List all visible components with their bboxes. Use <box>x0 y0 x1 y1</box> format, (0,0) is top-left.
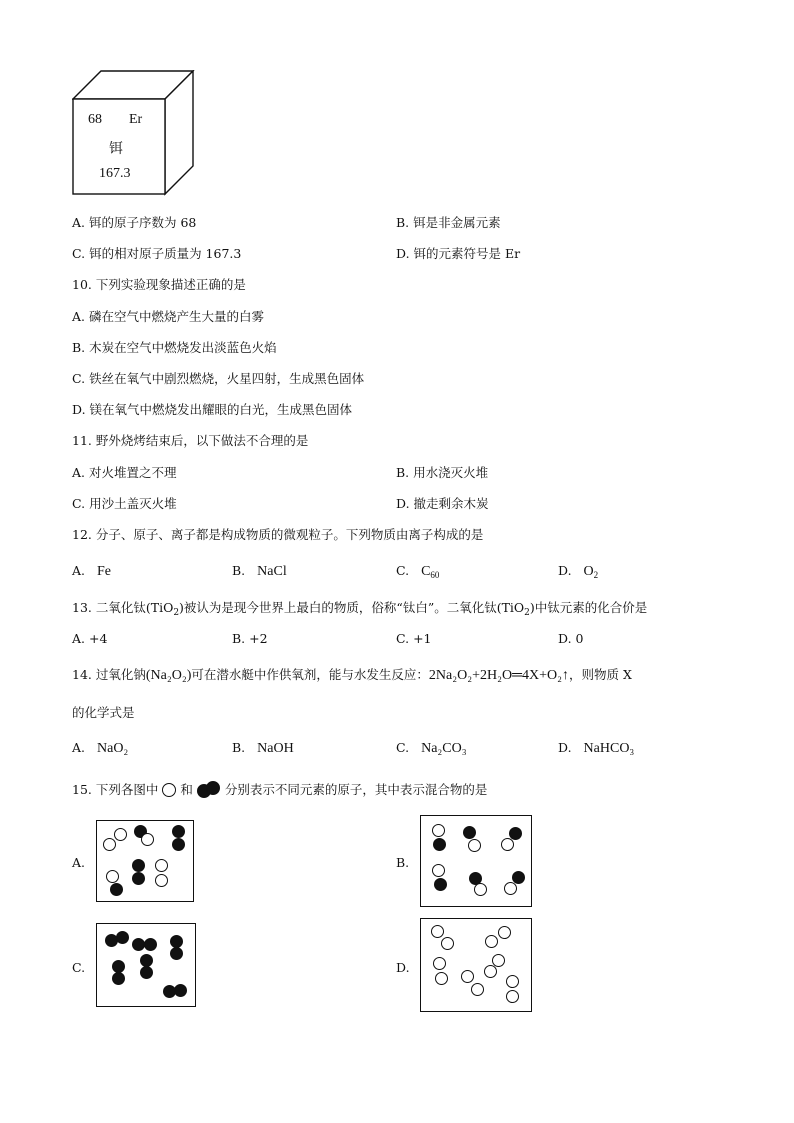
black-atom <box>170 947 183 960</box>
q13-stem <box>72 600 647 621</box>
diagram-a <box>96 820 194 902</box>
element-card <box>72 70 196 202</box>
q13-option-b: B. +2 <box>232 631 268 646</box>
q14-stem-line2: 的化学式是 <box>72 705 135 720</box>
stem-text: 14. 过氧化钠 <box>72 667 146 682</box>
q9-option-c: C. 铒的相对原子质量为 167.3 <box>72 246 242 261</box>
q11-stem: 11. 野外烧烤结束后，以下做法不合理的是 <box>72 433 309 448</box>
white-atom <box>506 975 519 988</box>
q12-option-c <box>396 563 439 583</box>
q15-label-d: D. <box>396 960 410 975</box>
subscript: 2 <box>524 608 530 618</box>
atomic-number: 68 <box>88 112 102 127</box>
element-symbol: Er <box>129 112 143 127</box>
q11-option-c: C. 用沙土盖灭火堆 <box>72 496 177 511</box>
formula: Fe <box>97 564 111 579</box>
q14-option-d <box>558 740 634 757</box>
element-name: 铒 <box>109 142 123 157</box>
formula <box>584 564 599 579</box>
q12-option-d <box>558 563 598 583</box>
stem-text: ，则物质 X <box>569 667 632 682</box>
white-atom <box>106 870 119 883</box>
q11-option-b: B. 用水浇灭火堆 <box>396 465 489 480</box>
option-label: A. <box>72 740 86 755</box>
black-atom <box>110 883 123 896</box>
white-atom <box>498 926 511 939</box>
stem-text: 可在潜水艇中作供氧剂，能与水发生反应： <box>191 667 429 682</box>
option-label: B. <box>232 563 246 578</box>
q12-stem: 12. 分子、原子、离子都是构成物质的微观粒子。下列物质由离子构成的是 <box>72 527 484 542</box>
formula-sub: 2 <box>593 570 599 580</box>
white-atom <box>484 965 497 978</box>
formula: NaOH <box>257 741 294 756</box>
q9-option-a: A. 铒的原子序数为 68 <box>72 215 197 230</box>
formula-main: C <box>421 564 431 579</box>
diagram-b <box>420 815 532 907</box>
white-atom <box>435 972 448 985</box>
stem-text: 13. 二氧化钛(TiO <box>72 600 174 615</box>
black-atom <box>144 938 157 951</box>
q14-option-a <box>72 740 128 757</box>
q15-label-b: B. <box>396 855 410 870</box>
q15-stem <box>72 782 487 798</box>
cube-outline <box>72 70 196 198</box>
white-atom <box>433 957 446 970</box>
black-atom <box>132 859 145 872</box>
q9-option-d: D. 铒的元素符号是 Er <box>396 246 521 261</box>
q11-option-d: D. 撤走剩余木炭 <box>396 496 489 511</box>
white-atom <box>461 970 474 983</box>
white-atom <box>474 883 487 896</box>
q10-option-c: C. 铁丝在氧气中剧烈燃烧，火星四射，生成黑色固体 <box>72 371 365 386</box>
white-atom <box>141 833 154 846</box>
q11-option-a: A. 对火堆置之不理 <box>72 465 177 480</box>
diagram-c <box>96 923 196 1007</box>
q10-stem: 10. 下列实验现象描述正确的是 <box>72 277 246 292</box>
black-atom <box>112 972 125 985</box>
q13-option-c: C. +1 <box>396 631 432 646</box>
formula-main: O <box>583 564 594 579</box>
white-atom <box>506 990 519 1003</box>
black-atom <box>174 984 187 997</box>
atomic-mass: 167.3 <box>99 166 131 181</box>
black-atom <box>463 826 476 839</box>
option-label: D. <box>558 563 572 578</box>
option-label: C. <box>396 740 410 755</box>
q14-option-c <box>396 740 467 757</box>
formula: NaHCO₃ <box>583 741 635 756</box>
q14-stem <box>72 667 632 684</box>
q14-option-b <box>232 740 294 757</box>
white-atom <box>441 937 454 950</box>
diagram-d <box>420 918 532 1012</box>
stem-text: )被认为是现今世界上最白的物质，俗称“钛白”。二氧化钛(TiO <box>179 600 525 615</box>
formula: Na₂CO₃ <box>421 741 467 756</box>
white-atom <box>492 954 505 967</box>
white-atom <box>155 859 168 872</box>
black-atom <box>172 825 185 838</box>
white-atom <box>431 925 444 938</box>
white-atom <box>432 824 445 837</box>
white-atom-icon <box>162 783 176 797</box>
white-atom <box>468 839 481 852</box>
option-label: A. <box>72 563 86 578</box>
q13-option-d: D. 0 <box>558 631 584 646</box>
formula <box>421 564 439 579</box>
black-atom <box>433 838 446 851</box>
option-label: B. <box>232 740 246 755</box>
white-atom <box>501 838 514 851</box>
black-atom <box>140 966 153 979</box>
white-atom <box>432 864 445 877</box>
q10-option-d: D. 镁在氧气中燃烧发出耀眼的白光，生成黑色固体 <box>72 402 353 417</box>
formula: NaO₂ <box>97 741 129 756</box>
white-atom <box>103 838 116 851</box>
stem-text: 分别表示不同元素的原子，其中表示混合物的是 <box>224 782 488 797</box>
q12-option-b <box>232 563 287 580</box>
q12-option-a <box>72 563 111 580</box>
q9-option-b: B. 铒是非金属元素 <box>396 215 501 230</box>
white-atom <box>114 828 127 841</box>
stem-text: 15. 下列各图中 <box>72 782 159 797</box>
q15-label-a: A. <box>72 855 86 870</box>
stem-text: 和 <box>180 782 193 797</box>
formula: (Na₂O₂) <box>145 668 192 683</box>
q13-option-a: A. +4 <box>72 631 108 646</box>
black-atom <box>434 878 447 891</box>
black-atom <box>116 931 129 944</box>
subscript: 2 <box>173 608 180 618</box>
q10-option-a: A. 磷在空气中燃烧产生大量的白雾 <box>72 309 264 324</box>
option-label: C. <box>396 563 410 578</box>
black-atom <box>172 838 185 851</box>
white-atom <box>485 935 498 948</box>
white-atom <box>504 882 517 895</box>
formula-sub: 60 <box>430 570 440 580</box>
formula: NaCl <box>257 564 287 579</box>
stem-text: )中钛元素的化合价是 <box>529 600 648 615</box>
white-atom <box>471 983 484 996</box>
q10-option-b: B. 木炭在空气中燃烧发出淡蓝色火焰 <box>72 340 277 355</box>
black-molecule-icon <box>197 783 221 797</box>
equation: 2Na₂O₂+2H₂O═4X+O₂↑ <box>428 668 570 683</box>
white-atom <box>155 874 168 887</box>
q15-label-c: C. <box>72 960 86 975</box>
option-label: D. <box>558 740 572 755</box>
black-atom <box>132 872 145 885</box>
